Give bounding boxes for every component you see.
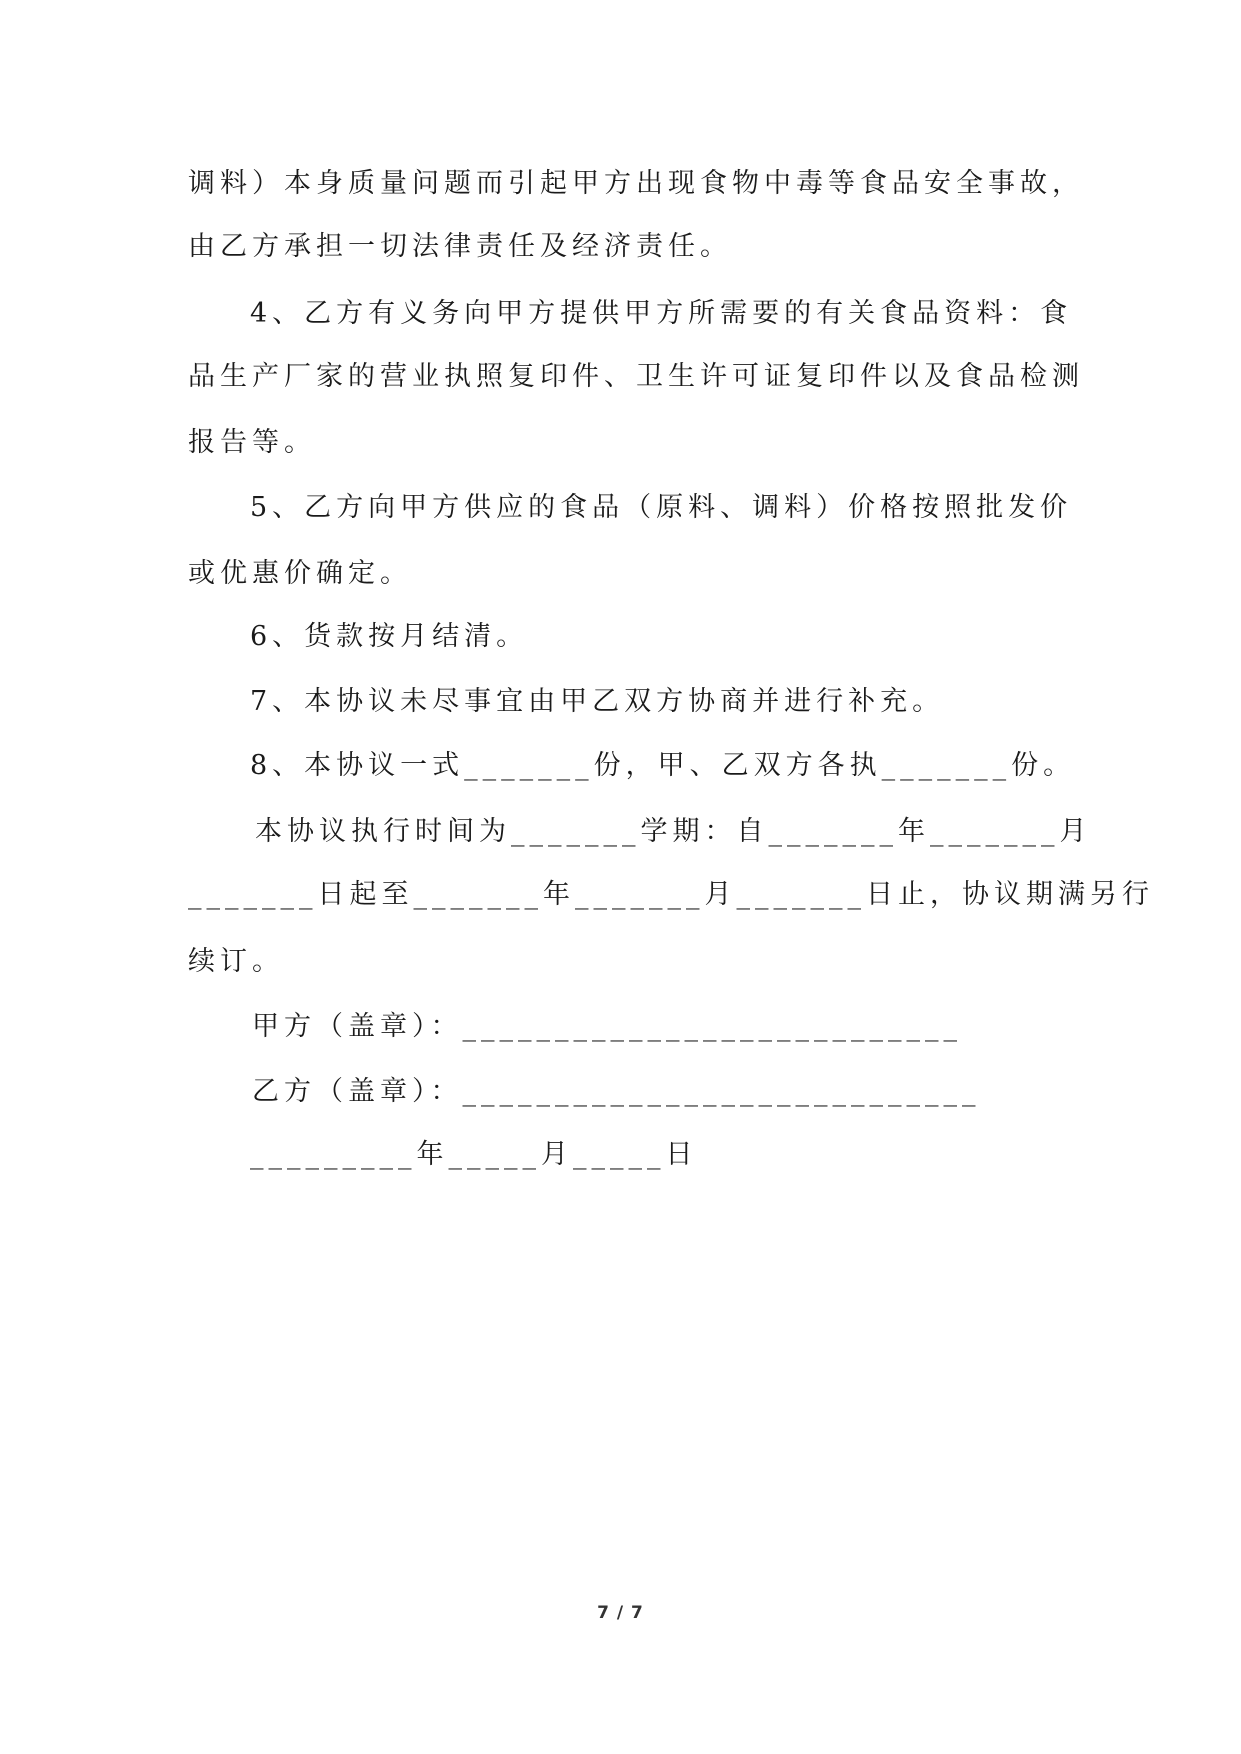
execution-period-line: _______日起至_______年_______月_______日止，协议期满另行 — [188, 879, 1154, 910]
body-text-line: 或优惠价确定。 — [188, 558, 412, 589]
body-text-line: 调料）本身质量问题而引起甲方出现食物中毒等食品安全事故， — [188, 168, 1084, 199]
party-b-seal-line: 乙方（盖章）：____________________________ — [252, 1076, 981, 1107]
party-a-seal-line: 甲方（盖章）：___________________________ — [252, 1011, 962, 1042]
body-text-line: 由乙方承担一切法律责任及经济责任。 — [188, 231, 732, 262]
clause-6-line: 6、货款按月结清。 — [250, 621, 529, 652]
page-number: 7 / 7 — [597, 1603, 644, 1623]
clause-5-line: 5、乙方向甲方供应的食品（原料、调料）价格按照批发价 — [250, 492, 1073, 523]
date-line: _________年_____月_____日 — [250, 1139, 698, 1170]
clause-8-line: 8、本协议一式_______份，甲、乙双方各执_______份。 — [250, 750, 1076, 781]
body-text-line: 续订。 — [188, 946, 284, 977]
execution-period-line: 本协议执行时间为_______学期：自_______年_______月 — [255, 816, 1092, 847]
body-text-line: 报告等。 — [188, 427, 316, 458]
clause-7-line: 7、本协议未尽事宜由甲乙双方协商并进行补充。 — [250, 686, 945, 717]
body-text-line: 品生产厂家的营业执照复印件、卫生许可证复印件以及食品检测 — [188, 361, 1084, 392]
clause-4-line: 4、乙方有义务向甲方提供甲方所需要的有关食品资料：食 — [250, 298, 1073, 329]
